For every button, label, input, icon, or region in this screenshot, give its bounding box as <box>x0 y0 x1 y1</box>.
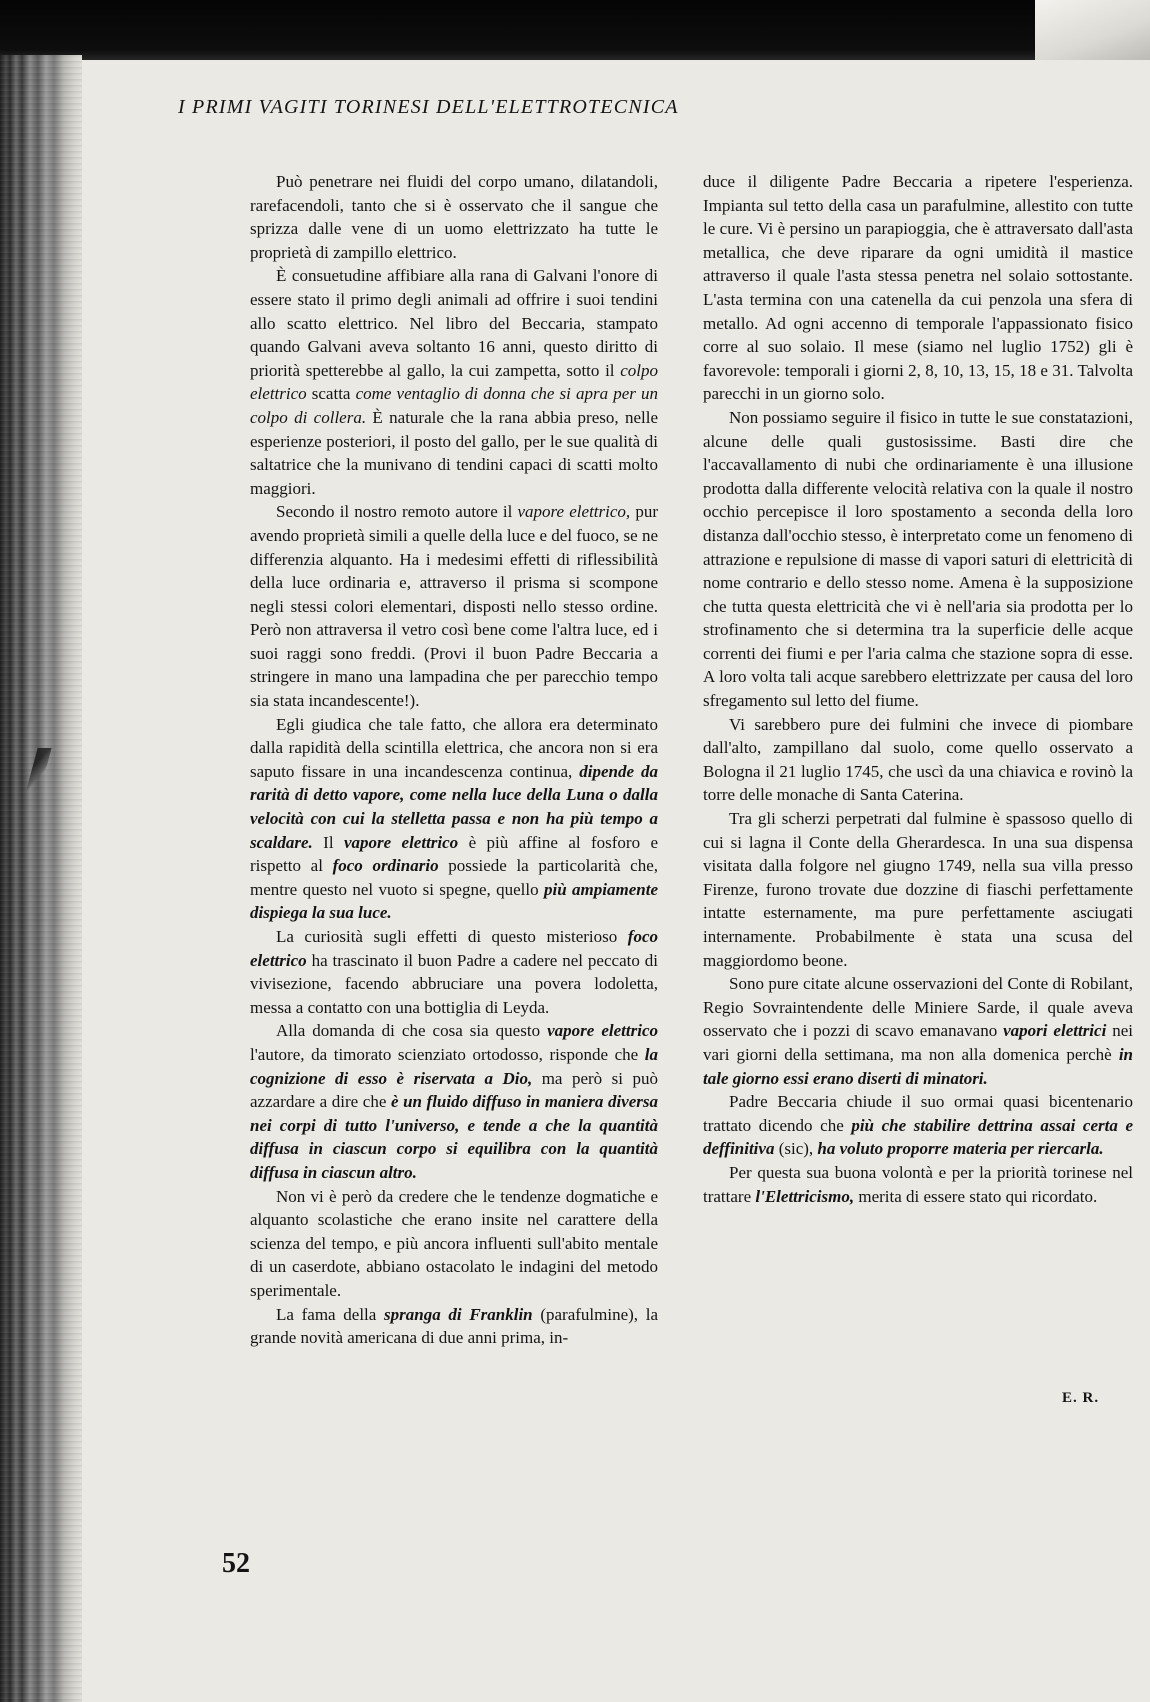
text-run: Può penetrare nei fluidi del corpo umano, dilatandoli, rarefacendoli, tanto che si è osservato che il sangue che sprizza dalle vene di un uomo elettrizzato ha tutte le proprietà di zampillo elettrico. <box>250 172 658 262</box>
emphasized-text: come ventaglio di donna che si apra per un colpo di collera. <box>250 384 658 427</box>
paragraph <box>703 972 1133 1090</box>
right-text-column <box>703 170 1133 1208</box>
paragraph <box>250 264 658 500</box>
text-run: scatta <box>306 384 356 404</box>
scan-top-shadow <box>0 0 1150 62</box>
paragraph <box>703 406 1133 713</box>
paragraph <box>250 500 658 712</box>
text-run: Egli giudica che tale fatto, che allora era determinato dalla rapidità della scintilla elettrica, che ancora non si era saputo fissare in una incandescenza continua, <box>250 714 658 781</box>
book-binding-edge <box>0 55 82 1702</box>
text-run: Tra gli scherzi perpetrati dal fulmine è spassoso quello di cui si lagna il Conte della Gherardesca. In una sua dispensa visitata dalla folgore nel giugno 1749, nella sua villa presso Firenze, furono trovate due dozzine di fiaschi perfettamente intatte esternamente, ma pure perfettamente asciugati internamente. Probabilmente è stata una scusa del maggiordomo beone. <box>703 809 1133 970</box>
paragraph <box>250 713 658 925</box>
text-run: (sic), <box>774 1139 818 1159</box>
text-run: Non possiamo seguire il fisico in tutte le sue constatazioni, alcune delle quali gustosissime. Basti dire che l'accavallamento di nubi che ordinariamente è una illusione prodotta dalla differente velocità relativa con la quale il nostro occhio percepisce il loro spostamento a seconda della loro distanza dall'occhio stesso, è interpretato come un fenomeno di attrazione e repulsione di masse di vapori saturi di elettricità di nome contrario e dello stesso nome. Amena è la supposizione che tutta questa elettricità che vi è nell'aria sia prodotta per lo strofinamento che si determina tra la superficie delle acque correnti dei fiumi e per l'aria calma che stazione sopra di esse. A loro volta tali acque sarebbero elettrizzate per causa del loro sfregamento sul letto del fiume. <box>703 407 1133 711</box>
emphasized-text: più ampiamente dispiega la sua luce. <box>250 879 658 923</box>
emphasized-text: vapori elettrici <box>1003 1021 1107 1041</box>
text-run: La curiosità sugli effetti di questo misterioso <box>276 927 628 946</box>
left-text-column <box>250 170 658 1350</box>
text-run: Il <box>312 832 344 852</box>
emphasized-text: è un fluido diffuso in maniera diversa nei corpi di tutto l'universo, e tende a che la quantità diffusa in ciascun corpo si equilibra con la quantità diffusa in ciascun altro. <box>250 1092 658 1182</box>
paragraph <box>703 170 1133 406</box>
text-run: è più affine al fosforo e rispetto al <box>250 832 658 876</box>
text-run: La fama della <box>276 1304 385 1324</box>
paragraph <box>250 1303 658 1350</box>
emphasized-text: in tale giorno essi erano diserti di minatori. <box>703 1044 1133 1088</box>
text-run: Padre Beccaria chiude il suo ormai quasi bicentenario trattato dicendo che <box>703 1092 1133 1135</box>
text-run: ma però si può azzardare a dire che <box>250 1068 658 1112</box>
author-signature: E. R. <box>1062 1390 1100 1406</box>
paragraph <box>250 170 658 264</box>
text-run: Alla domanda di che cosa sia questo <box>276 1021 548 1041</box>
text-run: Per questa sua buona volontà e per la priorità torinese nel trattare <box>703 1162 1133 1206</box>
text-run: Vi sarebbero pure dei fulmini che invece di piombare dall'alto, zampillano dal suolo, come quello osservato a Bologna il 21 luglio 1745, che uscì da una chiavica e rovinò la torre delle monache di Santa Caterina. <box>703 714 1133 805</box>
paragraph <box>703 1090 1133 1161</box>
emphasized-text: colpo elettrico <box>250 360 658 404</box>
paragraph <box>250 1019 658 1184</box>
emphasized-text: ha voluto proporre materia per riercarla. <box>817 1139 1104 1159</box>
text-run: (parafulmine), la grande novità americana di due anni prima, in- <box>250 1304 658 1348</box>
emphasized-text: l'Elettricismo, <box>755 1186 855 1206</box>
text-run: merita di essere stato qui ricordato. <box>854 1186 1098 1206</box>
text-run: possiede la particolarità che, mentre questo nel vuoto si spegne, quello <box>250 856 658 899</box>
emphasized-text: dipende da rarità di detto vapore, come nella luce della Luna o dalla velocità con cui la stelletta passa e non ha più tempo a scaldare. <box>250 761 658 852</box>
emphasized-text: foco elettrico <box>250 927 658 970</box>
emphasized-text: più che stabilire dettrina assai certa e deffinitiva <box>703 1115 1133 1159</box>
emphasized-text: spranga di Franklin <box>384 1304 533 1324</box>
text-run: pur avendo proprietà simili a quelle della luce e del fuoco, se ne differenzia alquanto. Ha i medesimi effetti di riflessibilità della luce ordinaria e, attraverso il prisma si scompone negli stessi colori elementari, disposti nello stesso ordine. Però non attraversa il vetro così bene come l'altra luce, ed i suoi raggi sono freddi. (Provi il buon Padre Beccaria a stringere in mano una lampadina che per parecchio tempo sia stata incandescente!). <box>250 502 658 711</box>
emphasized-text: vapore elettrico <box>547 1021 658 1041</box>
text-run: nei vari giorni della settimana, ma non alla domenica perchè <box>703 1021 1134 1064</box>
text-run: È naturale che la rana abbia preso, nelle esperienze posteriori, il posto del gallo, per le sue qualità di saltatrice che la munivano di tendini capaci di scatti molto maggiori. <box>250 407 658 498</box>
emphasized-text: vapore elettrico, <box>517 502 631 522</box>
text-run: È consuetudine affibiare alla rana di Galvani l'onore di essere stato il primo degli animali ad offrire i suoi tendini allo scatto elettrico. Nel libro del Beccaria, stampato quando Galvani aveva soltanto 16 anni, questo diritto di priorità spetterebbe al gallo, la cui zampetta, sotto il <box>250 266 658 380</box>
text-run: Sono pure citate alcune osservazioni del Conte di Robilant, Regio Sovraintendente delle Miniere Sarde, il quale aveva osservato che i pozzi di scavo emanavano <box>703 974 1133 1041</box>
text-run: duce il diligente Padre Beccaria a ripetere l'esperienza. Impianta sul tetto della casa un parafulmine, allestito con tutte le cure. Vi è persino un parapioggia, che è attraversato dall'asta metallica, che deve riparare da ogni umidità il mastice attraverso il quale l'asta stessa penetra nel solaio sottostante. L'asta termina con una catenella da cui penzola una sfera di metallo. Ad ogni accenno di temporale l'appassionato fisico corre al suo solaio. Il mese (siamo nel luglio 1752) gli è favorevole: temporali i giorni 2, 8, 10, 13, 15, 18 e 31. Talvolta parecchi in un giorno solo. <box>703 172 1133 404</box>
paragraph <box>703 807 1133 972</box>
text-run: ha trascinato il buon Padre a cadere nel peccato di vivisezione, facendo abbruciare una povera lodoletta, messa a contatto con una bottiglia di Leyda. <box>250 950 658 1017</box>
text-run: Secondo il nostro remoto autore il <box>276 502 518 522</box>
page-number: 52 <box>222 1548 250 1579</box>
emphasized-text: la cognizione di esso è riservata a Dio, <box>250 1044 658 1088</box>
paragraph <box>703 1161 1133 1208</box>
paragraph <box>703 713 1133 807</box>
text-run: Non vi è però da credere che le tendenze dogmatiche e alquanto scolastiche che erano insite nel carattere della scienza del tempo, e più ancora influenti sull'abito mentale di un caserdote, abbiano ostacolato le indagini del metodo sperimentale. <box>250 1186 658 1300</box>
emphasized-text: foco ordinario <box>332 856 439 876</box>
running-header: I PRIMI VAGITI TORINESI DELL'ELETTROTECNICA <box>178 96 679 118</box>
paragraph <box>250 1185 658 1303</box>
paragraph <box>250 925 658 1019</box>
emphasized-text: vapore elettrico <box>343 832 459 852</box>
text-run: l'autore, da timorato scienziato ortodosso, risponde che <box>250 1044 645 1064</box>
